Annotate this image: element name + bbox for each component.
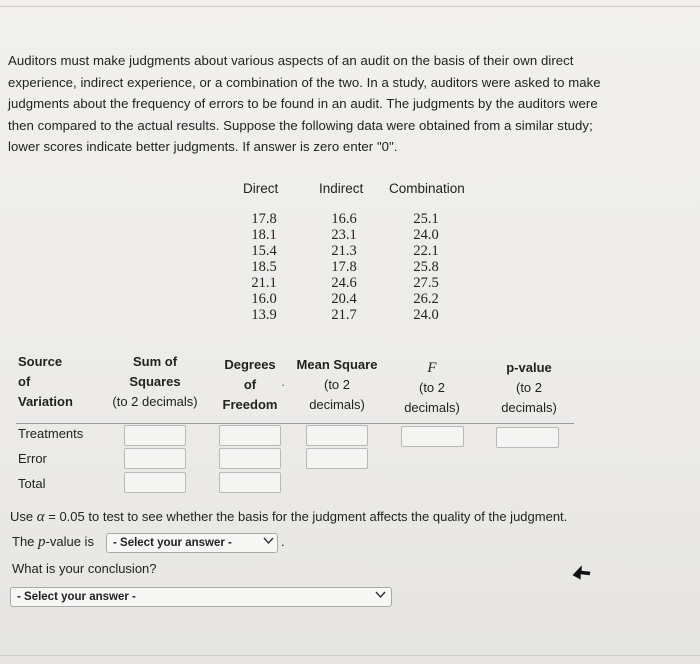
p-value-select[interactable]: [106, 533, 278, 553]
cell: 20.4: [331, 291, 357, 307]
header-source: [18, 352, 73, 412]
cell: 18.1: [251, 227, 277, 243]
question-line: then compared to the actual results. Suppose the following data were obtained from a similar study;: [8, 117, 593, 133]
row-label-error: Error: [18, 451, 47, 466]
header-indirect: Indirect: [319, 181, 364, 196]
p-symbol: p: [38, 534, 46, 550]
header-p-value: [494, 358, 564, 418]
cell: 17.8: [251, 211, 277, 227]
dot-mark: ·: [281, 377, 286, 392]
header-line: Variation: [18, 394, 73, 409]
treatments-df-input[interactable]: [219, 425, 281, 446]
cell: 21.3: [331, 243, 357, 259]
question-line: lower scores indicate better judgments. If answer is zero enter "0".: [8, 139, 398, 155]
cell: 22.1: [413, 243, 439, 259]
alpha-symbol: α: [36, 509, 45, 525]
alpha-prompt: [10, 509, 567, 526]
p-value-prefix: The: [12, 534, 35, 549]
header-line: (to 2 decimals): [112, 394, 198, 409]
header-direct: Direct: [243, 181, 279, 196]
question-text: [8, 50, 678, 158]
header-line: Source: [18, 354, 63, 369]
p-value-select-value: - Select your answer -: [113, 537, 232, 549]
header-line: decimals): [404, 400, 460, 415]
mouse-cursor-icon: [570, 563, 592, 586]
total-df-input[interactable]: [219, 472, 281, 493]
header-line: p-value: [506, 360, 552, 375]
header-line: decimals): [501, 400, 557, 415]
header-line: Squares: [129, 374, 181, 389]
header-degrees-of-freedom: [218, 355, 282, 415]
chevron-down-icon: [263, 537, 273, 547]
p-value-text: -value is: [45, 534, 94, 549]
treatments-f-input[interactable]: [401, 426, 464, 447]
total-ss-input[interactable]: [124, 472, 186, 493]
header-line: (to 2: [323, 377, 350, 392]
cell: 18.5: [251, 259, 277, 275]
p-value-prompt: [12, 534, 94, 551]
cell: 24.0: [413, 227, 439, 243]
conclusion-question: What is your conclusion?: [12, 561, 157, 576]
treatments-p-value-input[interactable]: [496, 427, 559, 448]
error-ss-input[interactable]: [124, 448, 186, 469]
header-line: F: [427, 360, 437, 376]
header-line: Mean Square: [296, 357, 378, 372]
conclusion-select-value: - Select your answer -: [17, 591, 136, 603]
header-line: decimals): [309, 397, 365, 412]
header-line: (to 2: [418, 380, 445, 395]
cell: 26.2: [413, 291, 439, 307]
header-line: of: [243, 377, 257, 392]
header-line: of: [18, 374, 31, 389]
column-direct: [239, 211, 289, 323]
chevron-down-icon: [375, 591, 385, 601]
row-label-treatments: Treatments: [18, 426, 84, 441]
cell: 27.5: [413, 275, 439, 291]
alpha-prefix: Use: [10, 509, 34, 524]
header-mean-square: [290, 355, 384, 415]
cell: 21.1: [251, 275, 277, 291]
error-df-input[interactable]: [219, 448, 281, 469]
top-divider: [0, 6, 700, 7]
header-f: [399, 358, 465, 418]
alpha-value: = 0.05: [48, 509, 85, 524]
cell: 17.8: [331, 259, 357, 275]
cell: 15.4: [251, 243, 277, 259]
header-line: Sum of: [132, 354, 178, 369]
alpha-suffix: to test to see whether the basis for the judgment affects the quality of the judgment.: [88, 509, 568, 524]
column-combination: [401, 211, 451, 323]
conclusion-select[interactable]: [10, 587, 392, 607]
treatments-ms-input[interactable]: [306, 425, 368, 446]
cell: 21.7: [331, 307, 357, 323]
header-sum-of-squares: [104, 352, 206, 412]
error-ms-input[interactable]: [306, 448, 368, 469]
question-line: judgments about the frequency of errors to be found in an audit. The judgments by the auditors were: [8, 96, 598, 112]
cell: 16.0: [251, 291, 277, 307]
header-line: (to 2: [515, 380, 542, 395]
header-combination: Combination: [389, 181, 465, 196]
question-line: experience, indirect experience, or a combination of the two. In a study, auditors were asked to make: [8, 74, 601, 90]
header-line: Freedom: [222, 397, 278, 412]
cell: 16.6: [331, 211, 357, 227]
cell: 23.1: [331, 227, 357, 243]
header-line: Degrees: [224, 357, 276, 372]
cell: 24.0: [413, 307, 439, 323]
cell: 24.6: [331, 275, 357, 291]
cell: 25.1: [413, 211, 439, 227]
cell: 25.8: [413, 259, 439, 275]
question-line: Auditors must make judgments about various aspects of an audit on the basis of their own direct: [8, 53, 574, 68]
p-value-period: .: [281, 534, 285, 549]
column-indirect: [319, 211, 369, 323]
cell: 13.9: [251, 307, 277, 323]
row-label-total: Total: [18, 476, 46, 491]
treatments-ss-input[interactable]: [124, 425, 186, 446]
header-divider: [16, 423, 574, 424]
bottom-divider: [0, 655, 700, 656]
